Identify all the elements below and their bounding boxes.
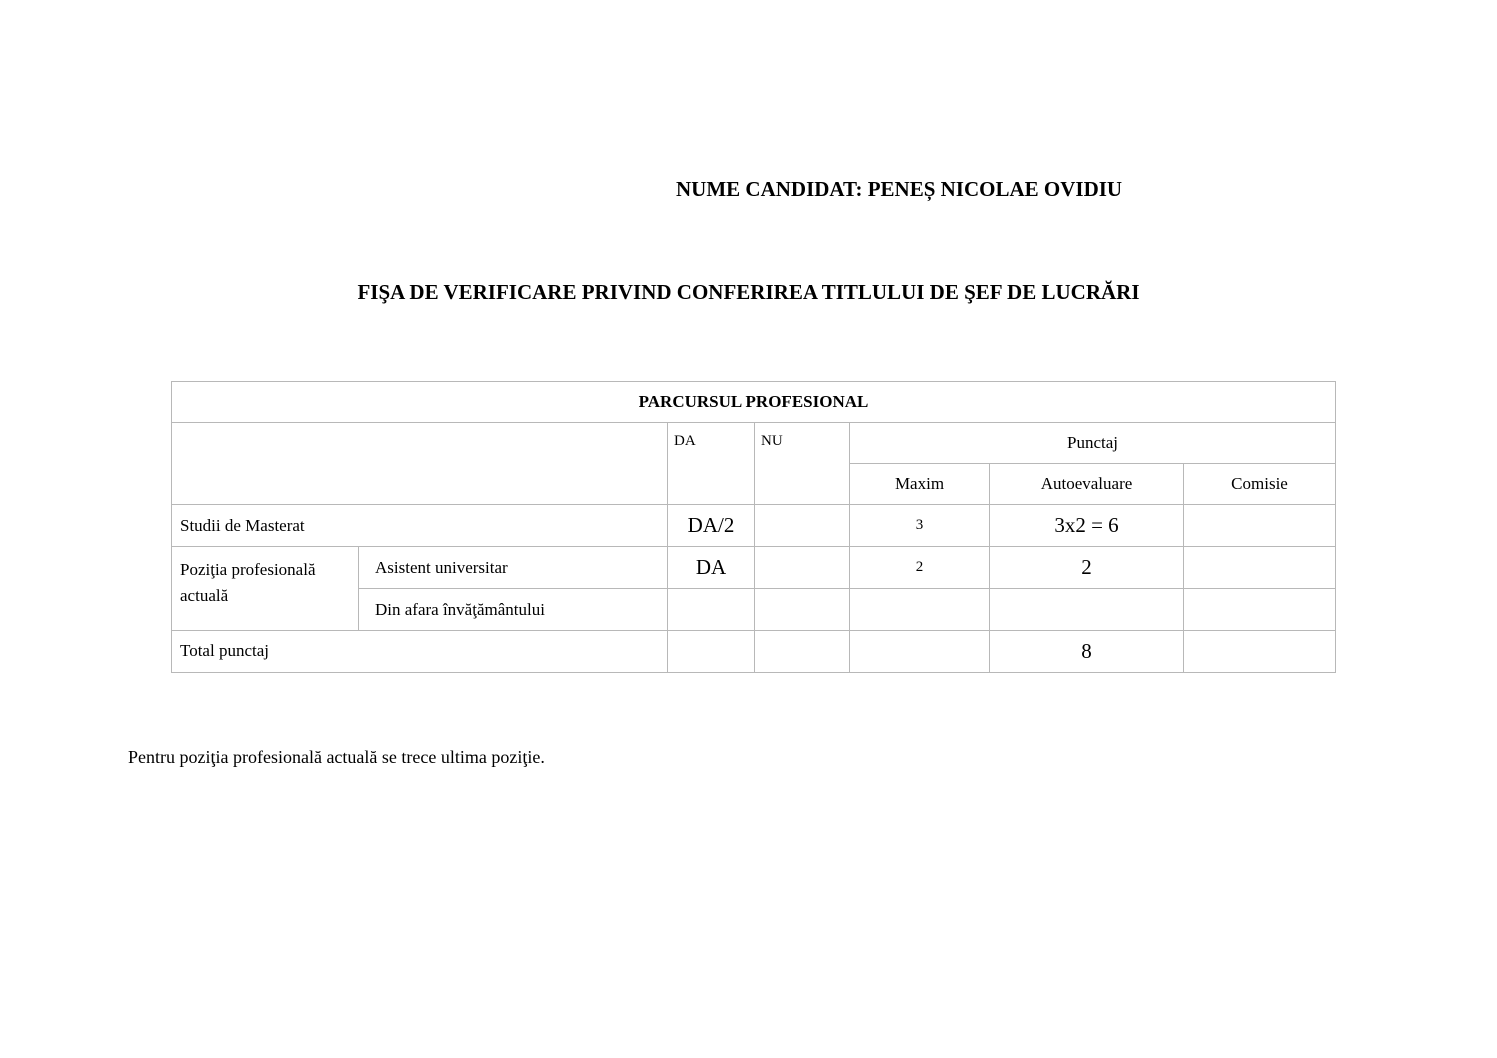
row-label: Total punctaj: [172, 631, 668, 673]
cell-da: [668, 589, 755, 631]
cell-da: [668, 631, 755, 673]
cell-maxim: 2: [850, 547, 990, 589]
cell-autoevaluare: 8: [990, 631, 1184, 673]
row-group-label: Poziţia profesională actuală: [172, 547, 359, 631]
evaluation-table: [171, 381, 1336, 673]
table-row-total: [172, 631, 1336, 673]
row-label: Din afara învăţământului: [359, 589, 668, 631]
empty-header-cell: [172, 423, 668, 505]
cell-maxim: [850, 589, 990, 631]
row-label: Studii de Masterat: [172, 505, 668, 547]
footnote: Pentru poziţia profesională actuală se trece ultima poziţie.: [128, 747, 545, 767]
cell-nu: [755, 631, 850, 673]
cell-nu: [755, 589, 850, 631]
cell-nu: [755, 505, 850, 547]
section-title: PARCURSUL PROFESIONAL: [172, 382, 1336, 423]
document-title: FIŞA DE VERIFICARE PRIVIND CONFERIREA TITLULUI DE ŞEF DE LUCRĂRI: [357, 280, 1140, 304]
table-row-masterat: [172, 505, 1336, 547]
col-maxim-header: Maxim: [850, 464, 990, 505]
cell-da: DA: [668, 547, 755, 589]
cell-comisie: [1184, 589, 1336, 631]
row-label: Asistent universitar: [359, 547, 668, 589]
col-da-header: DA: [668, 423, 755, 505]
cell-comisie: [1184, 631, 1336, 673]
cell-autoevaluare: 3x2 = 6: [990, 505, 1184, 547]
cell-nu: [755, 547, 850, 589]
cell-maxim: 3: [850, 505, 990, 547]
col-punctaj-header: Punctaj: [850, 423, 1336, 464]
col-nu-header: NU: [755, 423, 850, 505]
col-autoevaluare-header: Autoevaluare: [990, 464, 1184, 505]
candidate-name: NUME CANDIDAT: PENEȘ NICOLAE OVIDIU: [676, 177, 1123, 201]
cell-comisie: [1184, 505, 1336, 547]
column-header-row: [172, 423, 1336, 464]
cell-da: DA/2: [668, 505, 755, 547]
col-comisie-header: Comisie: [1184, 464, 1336, 505]
section-header-row: [172, 382, 1336, 423]
cell-comisie: [1184, 547, 1336, 589]
cell-autoevaluare: 2: [990, 547, 1184, 589]
cell-autoevaluare: [990, 589, 1184, 631]
cell-maxim: [850, 631, 990, 673]
table-row-asistent: [172, 547, 1336, 589]
